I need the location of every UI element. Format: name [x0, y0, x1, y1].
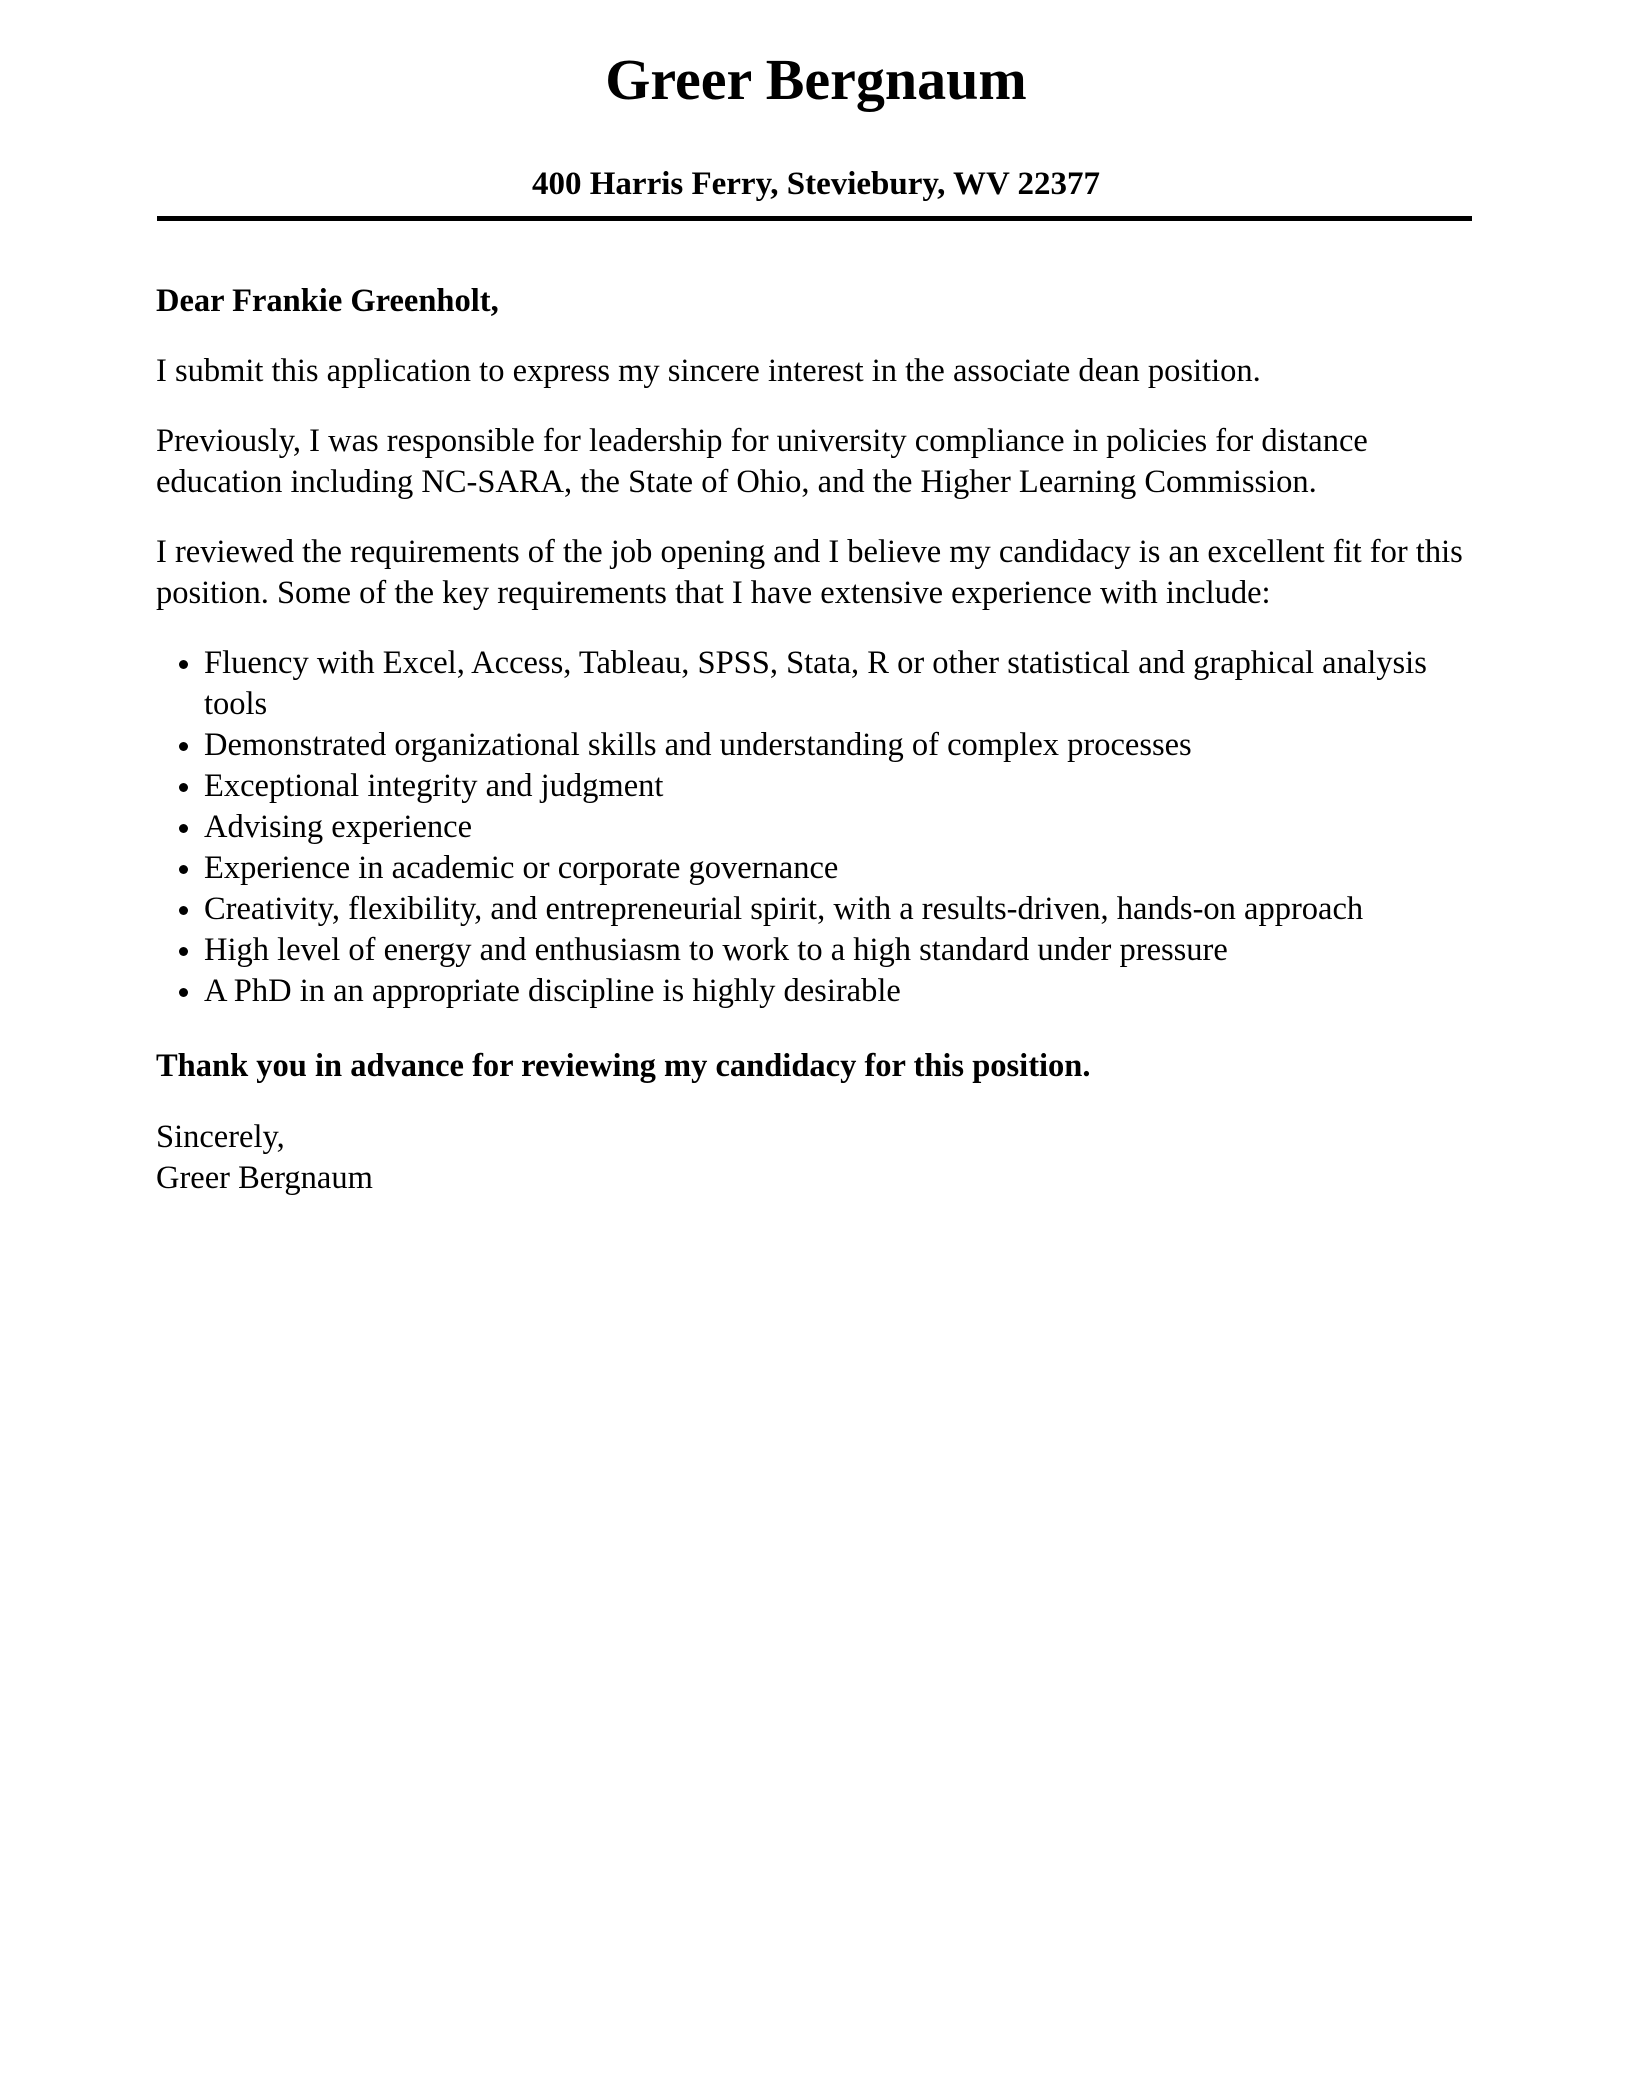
requirement-item: • Creativity, flexibility, and entrepreneurial spirit, with a results-driven, hands-on approach	[204, 889, 1472, 930]
requirement-item: • A PhD in an appropriate discipline is highly desirable	[204, 971, 1472, 1012]
requirement-item: • Experience in academic or corporate governance	[204, 848, 1472, 889]
letter-header	[0, 0, 1632, 221]
requirement-item: • Demonstrated organizational skills and understanding of complex processes	[204, 725, 1472, 766]
closing-line: Thank you in advance for reviewing my candidacy for this position.	[156, 1048, 1091, 1084]
requirement-item: • High level of energy and enthusiasm to work to a high standard under pressure	[204, 930, 1472, 971]
signoff-block	[156, 1117, 1472, 1199]
signoff: Sincerely,	[156, 1119, 285, 1155]
letter-body	[0, 281, 1632, 1199]
applicant-name: Greer Bergnaum	[605, 47, 1027, 112]
requirement-item: • Fluency with Excel, Access, Tableau, SPSS, Stata, R or other statistical and graphical analysis tools	[204, 643, 1472, 725]
header-divider	[157, 216, 1472, 221]
paragraph-requirements-intro: I reviewed the requirements of the job opening and I believe my candidacy is an excellent fit for this position. Some of the key requirements that I have extensive experience with include:	[156, 534, 1463, 611]
paragraph-intro: I submit this application to express my sincere interest in the associate dean position.	[156, 353, 1261, 389]
signature-name: Greer Bergnaum	[156, 1160, 373, 1196]
requirement-item: • Exceptional integrity and judgment	[204, 766, 1472, 807]
requirement-item: • Advising experience	[204, 807, 1472, 848]
paragraph-experience: Previously, I was responsible for leadership for university compliance in policies for distance education including NC-SARA, the State of Ohio, and the Higher Learning Commission.	[156, 423, 1368, 500]
salutation: Dear Frankie Greenholt,	[156, 283, 499, 319]
requirements-list	[156, 643, 1472, 1012]
applicant-address: 400 Harris Ferry, Steviebury, WV 22377	[532, 166, 1100, 202]
